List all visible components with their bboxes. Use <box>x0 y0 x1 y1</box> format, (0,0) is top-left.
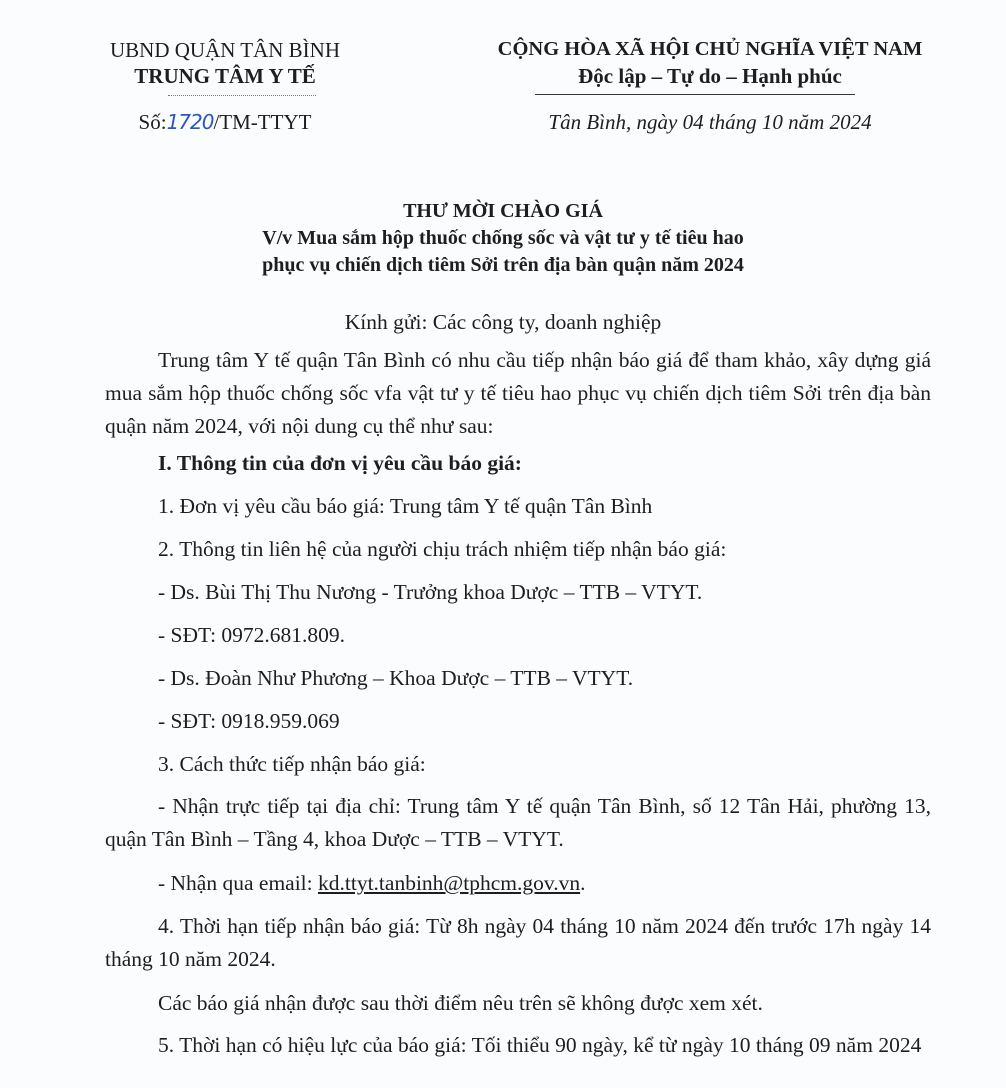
email-prefix: - Nhận qua email: <box>158 871 319 895</box>
document-subject-line-2: phục vụ chiến dịch tiêm Sởi trên địa bàn quận năm 2024 <box>262 254 744 276</box>
item-2-contact-info: 2. Thông tin liên hệ của người chịu trách nhiệm tiếp nhận báo giá: <box>158 537 727 561</box>
document-title: THƯ MỜI CHÀO GIÁ <box>403 200 603 222</box>
item-3-email-line <box>158 871 585 896</box>
item-3-receipt-methods: 3. Cách thức tiếp nhận báo giá: <box>158 752 426 776</box>
national-motto: Độc lập – Tự do – Hạnh phúc <box>578 64 842 88</box>
email-suffix: . <box>580 871 586 895</box>
document-number-prefix: Số: <box>138 110 167 134</box>
item-5-validity: 5. Thời hạn có hiệu lực của báo giá: Tối thiểu 90 ngày, kể từ ngày 10 tháng 09 năm 2024 <box>158 1033 922 1057</box>
document-subject-line-1: V/v Mua sắm hộp thuốc chống sốc và vật tư y tế tiêu hao <box>262 227 744 249</box>
document-number-suffix: /TM-TTYT <box>213 110 312 134</box>
contact-1-name: - Ds. Bùi Thị Thu Nương - Trưởng khoa Dược – TTB – VTYT. <box>158 580 703 604</box>
contact-2-phone: - SĐT: 0918.959.069 <box>158 709 340 733</box>
document-number-handwritten: 1720 <box>166 110 214 134</box>
organization-underline <box>168 95 316 96</box>
late-submission-note: Các báo giá nhận được sau thời điểm nêu trên sẽ không được xem xét. <box>158 991 763 1015</box>
item-1-requesting-unit: 1. Đơn vị yêu cầu báo giá: Trung tâm Y tế quận Tân Bình <box>158 494 653 518</box>
intro-paragraph: Trung tâm Y tế quận Tân Bình có nhu cầu tiếp nhận báo giá để tham khảo, xây dựng giá mua sắm hộp thuốc chống sốc vfa vật tư y tế tiêu hao phục vụ chiến dịch tiêm Sởi trên địa bàn quận năm 2024, với nội dung cụ thể như sau: <box>105 348 931 438</box>
national-title: CỘNG HÒA XÃ HỘI CHỦ NGHĨA VIỆT NAM <box>497 38 923 60</box>
issuing-authority: UBND QUẬN TÂN BÌNH <box>109 38 341 62</box>
issuing-organization: TRUNG TÂM Y TẾ <box>134 64 316 88</box>
motto-underline <box>535 94 855 95</box>
contact-2-name: - Ds. Đoàn Như Phương – Khoa Dược – TTB – VTYT. <box>158 666 634 690</box>
contact-1-phone: - SĐT: 0972.681.809. <box>158 623 346 647</box>
section-1-heading: I. Thông tin của đơn vị yêu cầu báo giá: <box>158 451 522 475</box>
email-link[interactable]: kd.ttyt.tanbinh@tphcm.gov.vn <box>318 871 581 895</box>
item-4-deadline: 4. Thời hạn tiếp nhận báo giá: Từ 8h ngày 04 tháng 10 năm 2024 đến trước 17h ngày 14 tháng 10 năm 2024. <box>105 914 931 971</box>
salutation: Kính gửi: Các công ty, doanh nghiệp <box>344 310 662 334</box>
item-3-direct-delivery: - Nhận trực tiếp tại địa chỉ: Trung tâm Y tế quận Tân Bình, số 12 Tân Hải, phường 13, quận Tân Bình – Tầng 4, khoa Dược – TTB – VTYT. <box>105 794 931 851</box>
document-number <box>70 110 380 135</box>
place-and-date: Tân Bình, ngày 04 tháng 10 năm 2024 <box>548 110 872 134</box>
